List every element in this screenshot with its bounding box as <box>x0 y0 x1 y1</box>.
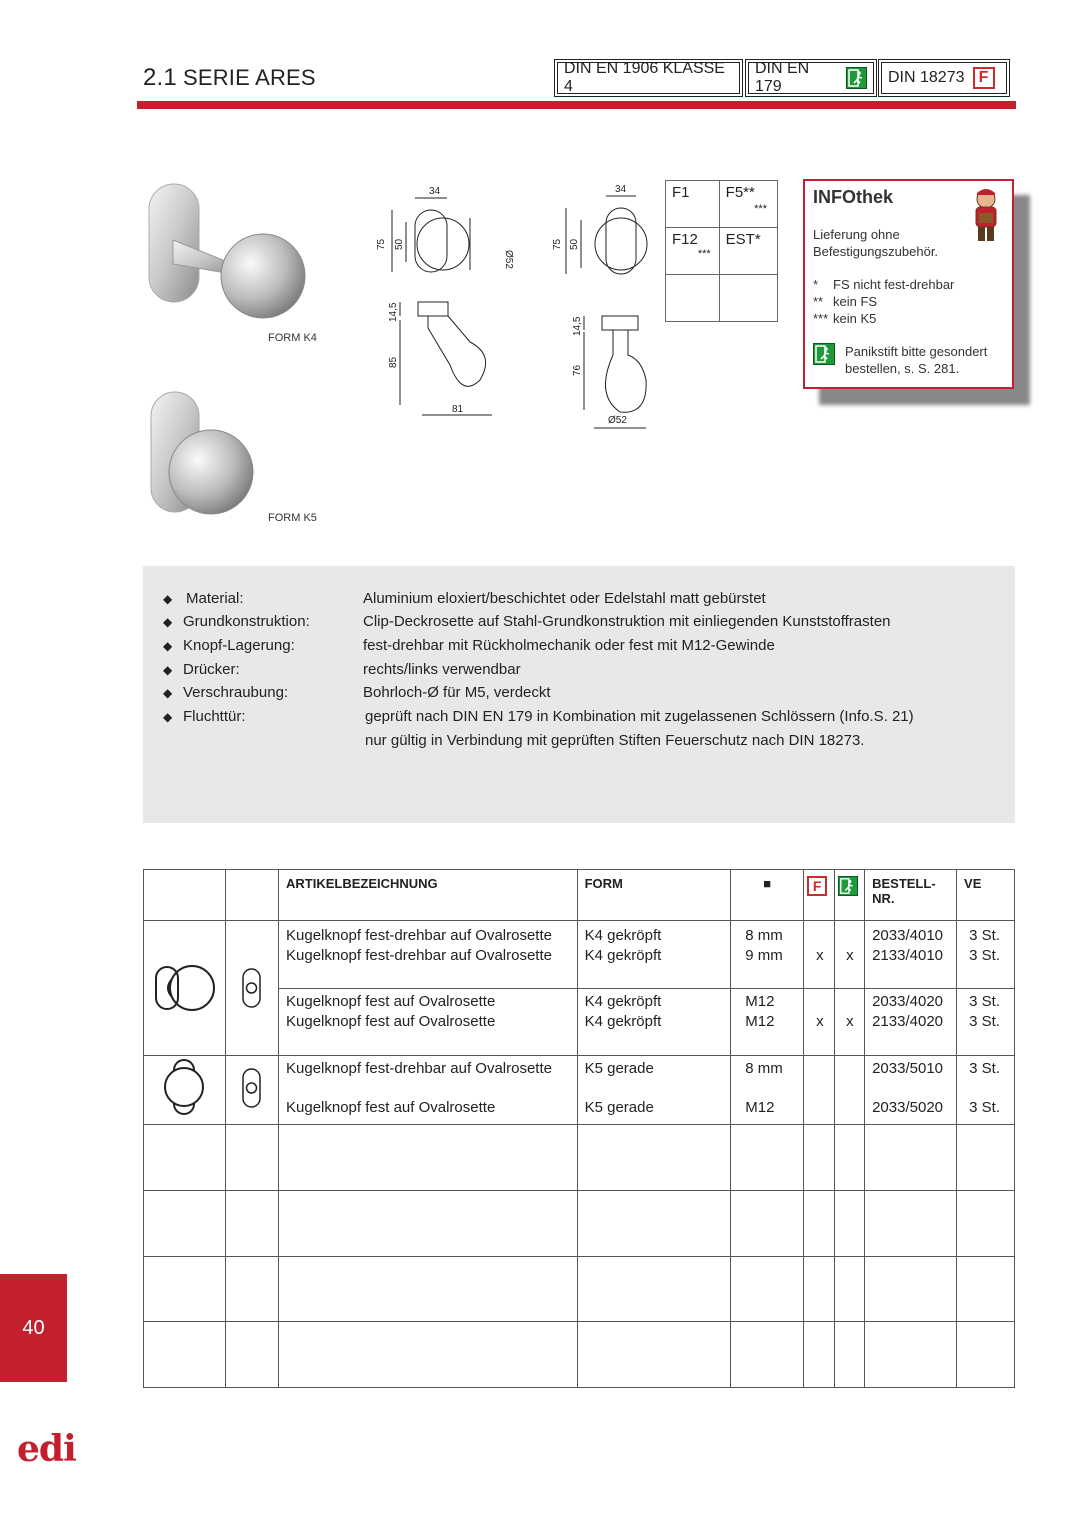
ve-cell <box>957 988 1015 1056</box>
fire-cell <box>804 988 835 1056</box>
exit-mark: x <box>846 1012 854 1030</box>
panic-note-text: Panikstift bitte gesondert bestellen, s. S. 281. <box>845 344 988 376</box>
ve-cell <box>957 921 1015 989</box>
article-name: Kugelknopf fest-drehbar auf Ovalrosette <box>286 947 552 964</box>
ve-value: 3 St. <box>969 1012 1000 1030</box>
dim-d2-side-h2: 76 <box>572 364 583 376</box>
emergency-exit-icon <box>813 343 835 365</box>
standard-label: DIN 18273 <box>888 69 965 86</box>
size-value: 9 mm <box>745 947 783 964</box>
article-cell <box>279 921 578 989</box>
header-ve: VE <box>957 870 1015 921</box>
form-value: K5 gerade <box>584 1099 654 1116</box>
dim-d1-width: 34 <box>429 186 441 197</box>
article-name: Kugelknopf fest auf Ovalrosette <box>286 1099 496 1116</box>
footnote-1 <box>813 276 1004 293</box>
product-image-k4 <box>143 180 313 330</box>
header-drawing <box>144 870 226 921</box>
ve-value: 3 St. <box>969 992 1000 1010</box>
form-value: K4 gekröpft <box>584 1012 662 1030</box>
dim-d1-h2: 50 <box>394 238 405 250</box>
dim-d1-side-h1: 14,5 <box>388 302 399 322</box>
footnote-text: kein FS <box>833 294 878 309</box>
order-cell <box>865 1056 957 1125</box>
fire-class-cell: EST* <box>719 228 777 275</box>
size-value: 8 mm <box>745 1060 783 1077</box>
ve-value: 3 St. <box>969 1060 1000 1077</box>
technical-drawings <box>370 180 660 430</box>
ve-value: 3 St. <box>969 927 1000 944</box>
page-number: 40 <box>0 1274 67 1382</box>
dim-d1-h1: 75 <box>376 238 387 250</box>
size-cell <box>731 1056 804 1125</box>
fire-cell <box>804 1056 835 1125</box>
fire-class-cell <box>666 228 720 275</box>
product-image-k5 <box>145 388 260 518</box>
footnote-mark: ** <box>813 294 824 309</box>
table-row-empty <box>144 1322 1015 1388</box>
size-cell <box>731 921 804 989</box>
property-value: fest-drehbar mit Rückholmechanik oder fest mit M12-Gewinde <box>363 637 775 654</box>
size-value: 8 mm <box>745 927 783 944</box>
fire-class-cell <box>719 275 777 322</box>
dim-d1-dia: Ø52 <box>503 250 514 269</box>
bullet-icon: ◆ <box>163 592 173 606</box>
k5-drawing-icon <box>144 1056 225 1120</box>
fire-class-label: F12 <box>672 231 698 248</box>
oval-rosette-icon <box>226 921 278 1051</box>
fire-cell <box>804 921 835 989</box>
property-value: Aluminium eloxiert/beschichtet oder Edelstahl matt gebürstet <box>363 590 766 607</box>
bullet-icon: ◆ <box>163 686 173 700</box>
property-key: Knopf-Lagerung: <box>183 637 295 654</box>
footnote-2 <box>813 293 1004 310</box>
footnote-mark: *** <box>754 203 767 215</box>
size-value: M12 <box>745 1012 775 1030</box>
table-row-empty <box>144 1257 1015 1322</box>
article-table <box>143 869 1015 1388</box>
header-article: ARTIKELBEZEICHNUNG <box>279 870 578 921</box>
fire-class-cell: F1 <box>666 181 720 228</box>
property-key: Verschraubung: <box>183 684 289 701</box>
footnote-mark: *** <box>813 311 829 326</box>
mascot-icon <box>966 185 1006 243</box>
table-row-empty <box>144 1191 1015 1257</box>
fire-f-icon: F <box>973 67 995 89</box>
fire-mark: x <box>816 947 824 964</box>
ve-cell <box>957 1056 1015 1125</box>
oval-rosette-icon <box>226 1056 278 1120</box>
order-number: 2033/4010 <box>872 927 943 944</box>
section-title: SERIE ARES <box>182 65 316 90</box>
article-cell <box>279 988 578 1056</box>
property-value: geprüft nach DIN EN 179 in Kombination mit zugelassenen Schlössern (Info.S. 21) <box>365 708 914 725</box>
infothek-title: INFOthek <box>813 187 894 207</box>
article-cell <box>279 1056 578 1125</box>
standard-din-18273 <box>881 62 1007 94</box>
fire-f-icon: F <box>807 876 827 896</box>
article-name: Kugelknopf fest auf Ovalrosette <box>286 992 496 1010</box>
infothek-box <box>803 179 1014 389</box>
header-form: FORM <box>577 870 731 921</box>
order-number: 2133/4020 <box>872 1012 943 1030</box>
bullet-icon: ◆ <box>163 710 173 724</box>
order-cell <box>865 921 957 989</box>
infothek-text: Lieferung ohne Befestigungszubehör. <box>813 227 939 259</box>
header-exit <box>835 870 865 921</box>
bullet-icon: ◆ <box>163 615 173 629</box>
ve-value: 3 St. <box>969 947 1000 964</box>
property-key: Grundkonstruktion: <box>183 613 310 630</box>
property-value: Clip-Deckrosette auf Stahl-Grundkonstruktion mit einliegenden Kunststoffrasten <box>363 613 891 630</box>
article-name: Kugelknopf fest-drehbar auf Ovalrosette <box>286 927 552 944</box>
header-order <box>865 870 957 921</box>
edi-logo: edi <box>17 1428 76 1470</box>
header-rosette <box>226 870 279 921</box>
standard-label: DIN EN 179 <box>755 60 810 95</box>
page-title <box>143 64 316 92</box>
exit-cell <box>835 921 865 989</box>
article-name: Kugelknopf fest auf Ovalrosette <box>286 1012 496 1030</box>
order-cell <box>865 988 957 1056</box>
emergency-exit-icon <box>846 67 867 89</box>
emergency-exit-icon <box>838 876 858 896</box>
drawing-cell <box>144 1056 226 1125</box>
footnote-mark: *** <box>697 248 711 260</box>
form-cell <box>577 988 731 1056</box>
header-fire <box>804 870 835 921</box>
fire-class-table <box>665 180 778 322</box>
caption-form-k4: FORM K4 <box>268 332 317 344</box>
standard-din-en-179 <box>748 62 874 94</box>
exit-cell <box>835 1056 865 1125</box>
size-value: M12 <box>745 992 775 1010</box>
rosette-cell <box>226 1056 279 1125</box>
dim-d1-side-h2: 85 <box>388 356 399 368</box>
fire-mark: x <box>816 1012 824 1030</box>
dim-d2-side-h1: 14,5 <box>572 316 583 336</box>
fire-class-label: F5** <box>725 184 755 201</box>
exit-mark: x <box>846 947 854 964</box>
caption-form-k5: FORM K5 <box>268 512 317 524</box>
size-cell <box>731 988 804 1056</box>
table-row <box>144 1056 1015 1125</box>
exit-cell <box>835 988 865 1056</box>
article-name: Kugelknopf fest-drehbar auf Ovalrosette <box>286 1060 552 1077</box>
footnote-text: FS nicht fest-drehbar <box>833 277 955 292</box>
dim-d2-width: 34 <box>615 184 627 195</box>
footnote-mark: * <box>813 277 819 292</box>
form-value: K4 gekröpft <box>584 927 662 944</box>
ve-value: 3 St. <box>969 1099 1000 1116</box>
property-extra: nur gültig in Verbindung mit geprüften Stiften Feuerschutz nach DIN 18273. <box>365 732 865 749</box>
table-row <box>144 921 1015 989</box>
dim-d2-h2: 50 <box>569 238 580 250</box>
order-number: 2033/5010 <box>872 1060 943 1077</box>
property-value: Bohrloch-Ø für M5, verdeckt <box>363 684 551 701</box>
bullet-icon: ◆ <box>163 639 173 653</box>
order-number: 2033/4020 <box>872 992 943 1010</box>
form-cell <box>577 921 731 989</box>
size-value: M12 <box>745 1099 775 1116</box>
order-number: 2133/4010 <box>872 947 943 964</box>
property-key: Fluchttür: <box>183 708 246 725</box>
header-divider <box>137 101 1016 109</box>
drawing-cell <box>144 921 226 1056</box>
property-key: Drücker: <box>183 661 240 678</box>
properties-panel <box>143 566 1015 823</box>
bullet-icon: ◆ <box>163 663 173 677</box>
dim-d2-dia: Ø52 <box>608 415 627 426</box>
form-value: K4 gekröpft <box>584 992 662 1010</box>
footnote-3 <box>813 310 1004 327</box>
dim-d1-side-w: 81 <box>452 404 464 415</box>
table-row-empty <box>144 1125 1015 1191</box>
header-square: ■ <box>731 870 804 921</box>
fire-class-cell <box>666 275 720 322</box>
order-number: 2033/5020 <box>872 1099 943 1116</box>
header-order-l2: NR. <box>872 891 895 906</box>
standard-din-en-1906 <box>557 62 740 94</box>
footnote-text: kein K5 <box>833 311 877 326</box>
dim-d2-h1: 75 <box>552 238 563 250</box>
k4-drawing-icon <box>144 921 225 1051</box>
panic-note <box>813 343 1004 377</box>
section-number: 2.1 <box>143 64 177 91</box>
standard-label: DIN EN 1906 KLASSE 4 <box>564 60 725 95</box>
form-value: K5 gerade <box>584 1060 654 1077</box>
form-value: K4 gekröpft <box>584 947 662 964</box>
fire-class-cell <box>719 181 777 228</box>
table-header <box>144 870 1015 921</box>
rosette-cell <box>226 921 279 1056</box>
header-order-l1: BESTELL- <box>872 876 936 891</box>
property-key: Material: <box>186 590 244 607</box>
property-value: rechts/links verwendbar <box>363 661 521 678</box>
form-cell <box>577 1056 731 1125</box>
